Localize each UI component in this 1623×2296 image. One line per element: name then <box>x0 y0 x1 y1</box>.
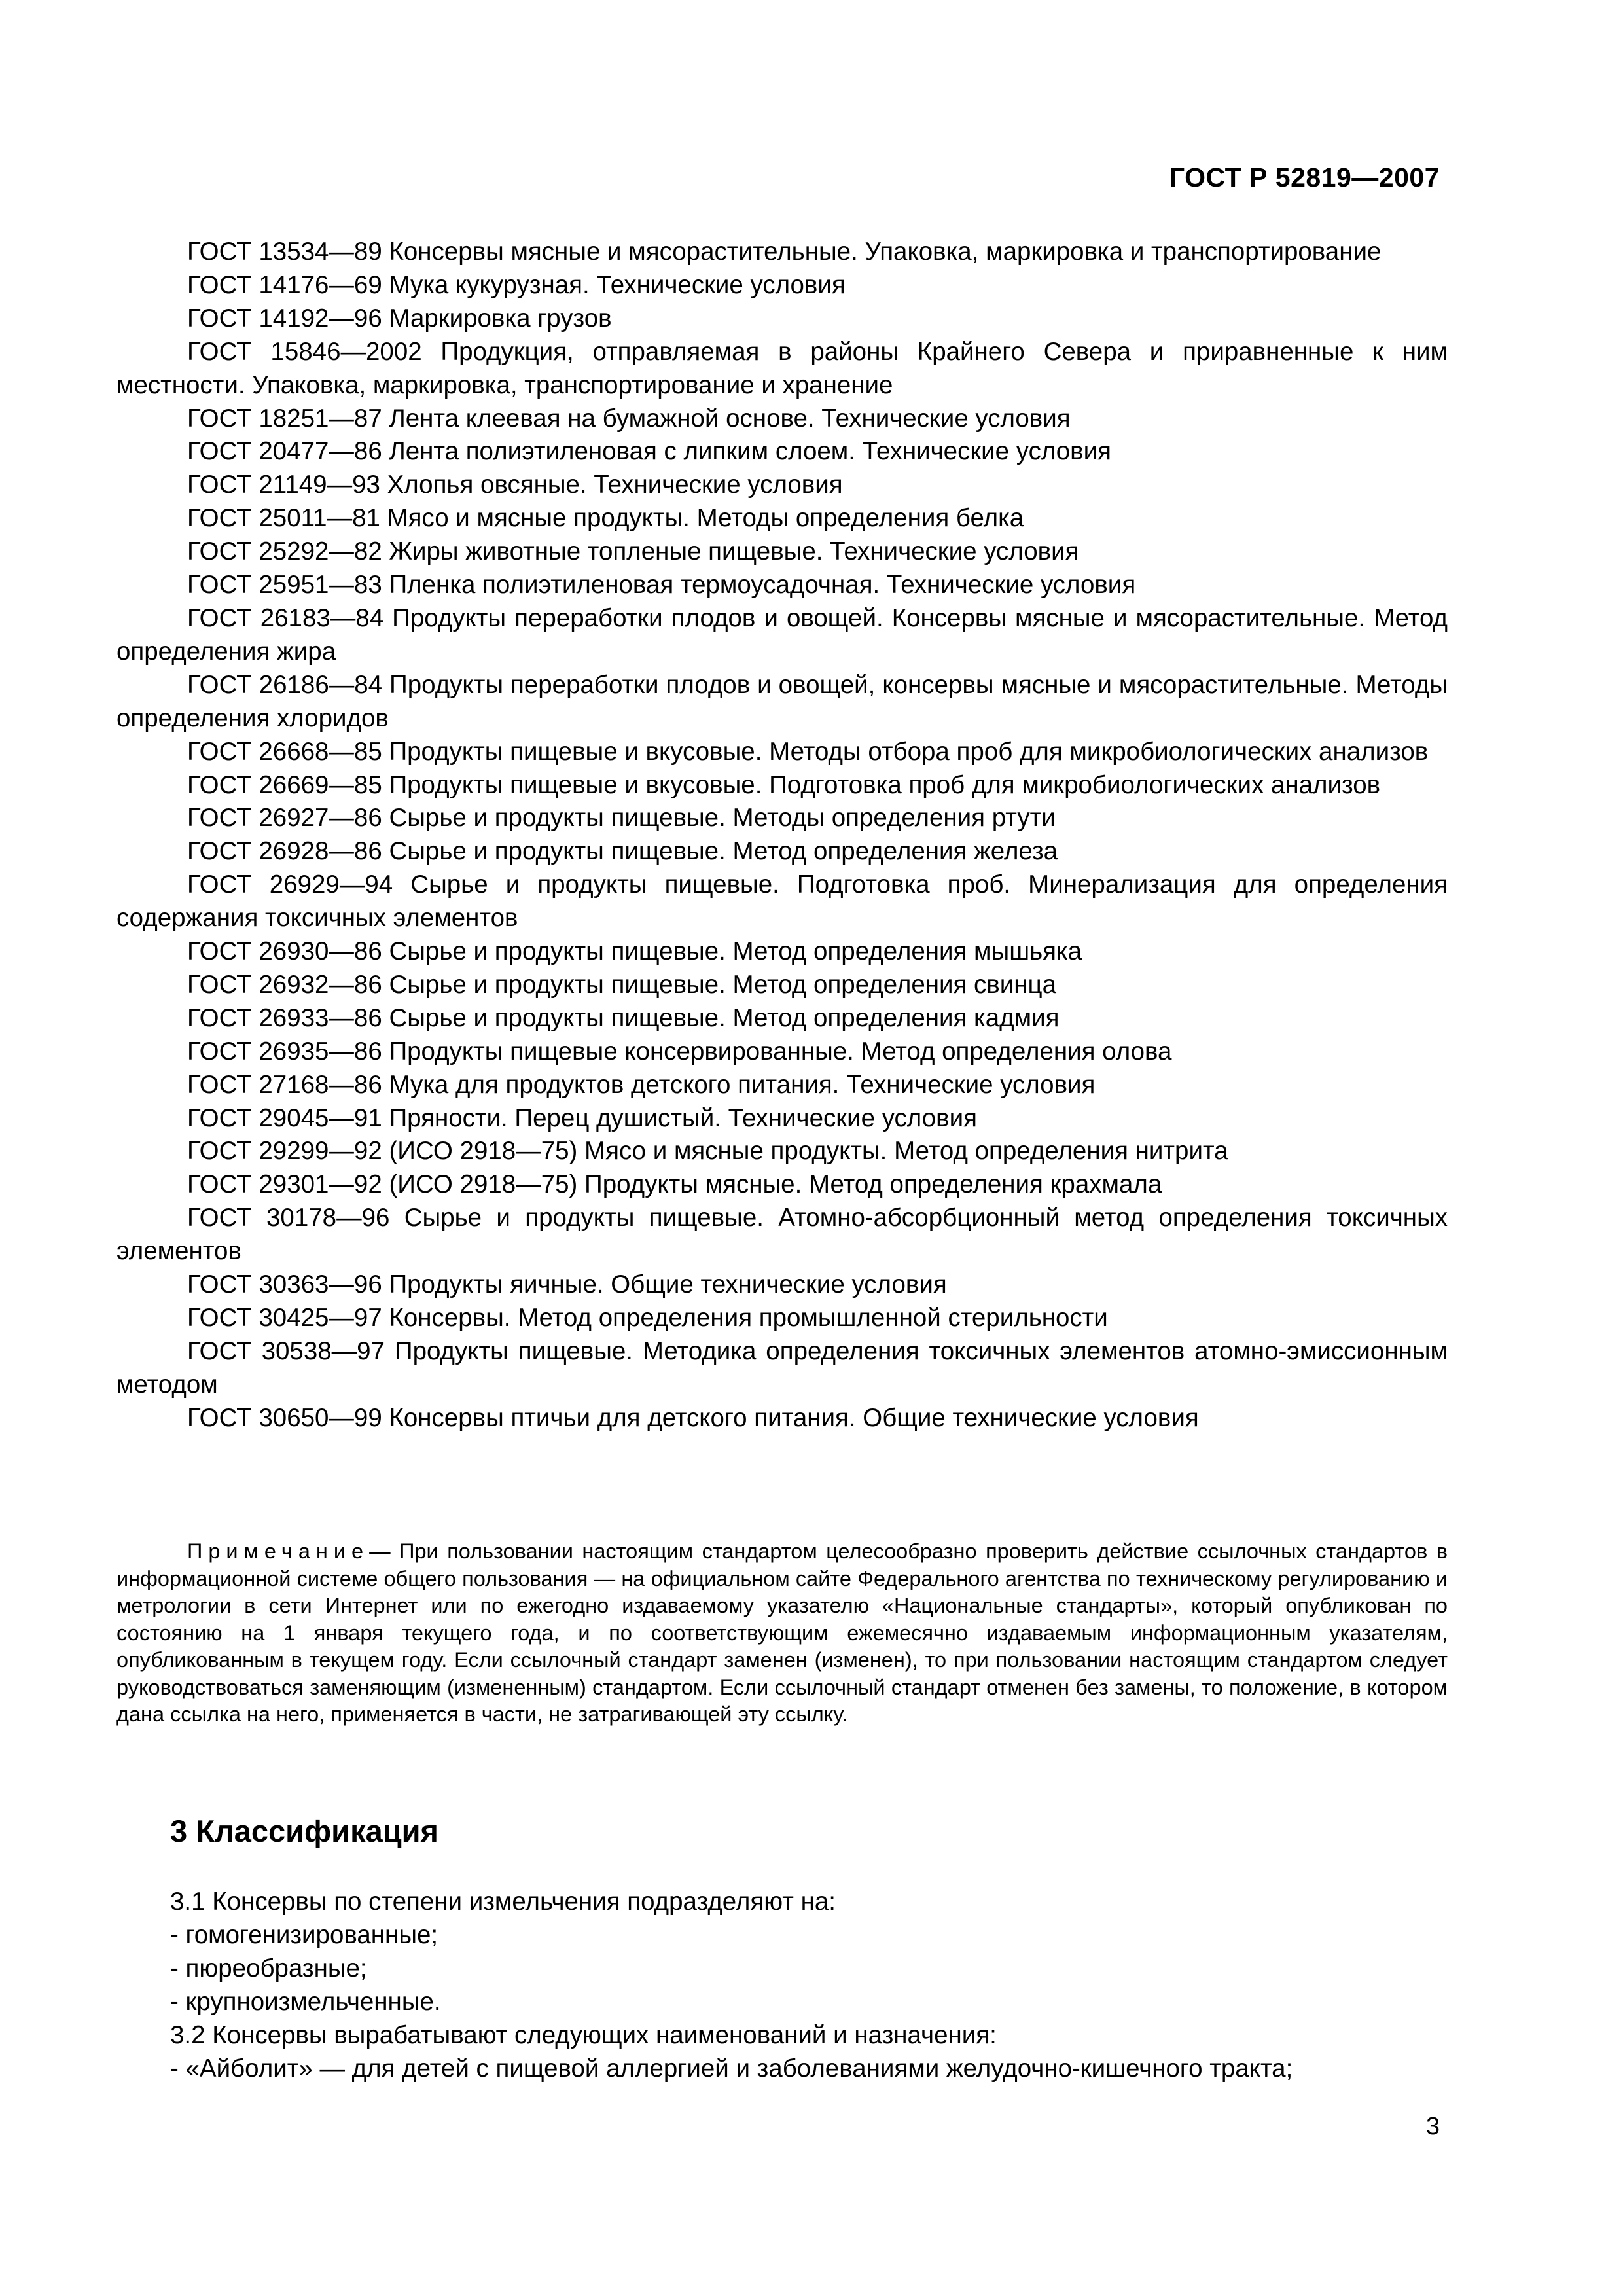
reference-item: ГОСТ 27168—86 Мука для продуктов детского питания. Технические условия <box>187 1070 1096 1099</box>
note-block <box>116 1538 1448 1729</box>
reference-item: ГОСТ 14176—69 Мука кукурузная. Технические условия <box>187 270 846 299</box>
reference-item: ГОСТ 26669—85 Продукты пищевые и вкусовые. Подготовка проб для микробиологических анализов <box>187 770 1381 799</box>
reference-item: ГОСТ 30178—96 Сырье и продукты пищевые. Атомно-абсорбционный метод определения токсичных элементов <box>116 1204 1448 1266</box>
reference-item: ГОСТ 29301—92 (ИСО 2918—75) Продукты мясные. Метод определения крахмала <box>187 1170 1162 1199</box>
reference-item: ГОСТ 30538—97 Продукты пищевые. Методика определения токсичных элементов атомно-эмиссионным методом <box>116 1336 1448 1399</box>
reference-item: ГОСТ 15846—2002 Продукция, отправляемая в районы Крайнего Севера и приравненные к ним местности. Упаковка, маркировка, транспортирование и хранение <box>116 337 1448 399</box>
reference-item: ГОСТ 29299—92 (ИСО 2918—75) Мясо и мясные продукты. Метод определения нитрита <box>187 1137 1228 1166</box>
page-number: 3 <box>1425 2113 1440 2140</box>
reference-item: ГОСТ 26933—86 Сырье и продукты пищевые. Метод определения кадмия <box>187 1003 1060 1032</box>
reference-item: ГОСТ 26932—86 Сырье и продукты пищевые. Метод определения свинца <box>187 970 1056 999</box>
classification-line: - «Айболит» — для детей с пищевой аллергией и заболеваниями желудочно-кишечного тракта; <box>170 2054 1293 2083</box>
reference-item: ГОСТ 14192—96 Маркировка грузов <box>187 304 612 332</box>
note-text: — При пользовании настоящим стандартом целесообразно проверить действие ссылочных стандартов в информационной системе общего пользования — на официальном сайте Федерального агентства по техническому регулированию и метрологии в сети Интернет или по ежегодно издаваемому указателю «Национальные стандарты», который опубликован по состоянию на 1 января текущего года, и по соответствующим ежемесячно издаваемым информационным указателям, опубликованным в текущем году. Если ссылочный стандарт заменен (изменен), то при пользовании настоящим стандартом следует руководствоваться заменяющим (измененным) стандартом. Если ссылочный стандарт отменен без замены, то положение, в котором дана ссылка на него, применяется в части, не затрагивающей эту ссылку. <box>116 1539 1448 1726</box>
reference-item: ГОСТ 25951—83 Пленка полиэтиленовая термоусадочная. Технические условия <box>187 571 1136 600</box>
reference-item: ГОСТ 30425—97 Консервы. Метод определения промышленной стерильности <box>187 1304 1108 1332</box>
reference-item: ГОСТ 26186—84 Продукты переработки плодов и овощей, консервы мясные и мясорастительные. Методы определения хлоридов <box>116 670 1448 732</box>
reference-item: ГОСТ 13534—89 Консервы мясные и мясорастительные. Упаковка, маркировка и транспортирование <box>187 238 1382 266</box>
reference-item: ГОСТ 21149—93 Хлопья овсяные. Технические условия <box>187 471 843 499</box>
reference-item: ГОСТ 26930—86 Сырье и продукты пищевые. Метод определения мышьяка <box>187 937 1082 966</box>
document-code-header: ГОСТ Р 52819—2007 <box>1169 162 1440 192</box>
reference-item: ГОСТ 30650—99 Консервы птичьи для детского питания. Общие технические условия <box>187 1403 1199 1432</box>
reference-item: ГОСТ 25011—81 Мясо и мясные продукты. Методы определения белка <box>187 504 1024 533</box>
classification-line: 3.1 Консервы по степени измельчения подразделяют на: <box>170 1888 836 1916</box>
classification-list <box>170 1885 1453 2085</box>
section-title: 3 Классификация <box>170 1814 438 1848</box>
reference-item: ГОСТ 26935—86 Продукты пищевые консервированные. Метод определения олова <box>187 1037 1172 1066</box>
reference-item: ГОСТ 30363—96 Продукты яичные. Общие технические условия <box>187 1270 947 1299</box>
reference-item: ГОСТ 26928—86 Сырье и продукты пищевые. Метод определения железа <box>187 837 1058 866</box>
reference-item: ГОСТ 26183—84 Продукты переработки плодов и овощей. Консервы мясные и мясорастительные. Метод определения жира <box>116 603 1448 666</box>
reference-item: ГОСТ 20477—86 Лента полиэтиленовая с липким слоем. Технические условия <box>187 437 1111 466</box>
reference-item: ГОСТ 18251—87 Лента клеевая на бумажной основе. Технические условия <box>187 404 1071 433</box>
classification-line: - крупноизмельченные. <box>170 1988 441 2016</box>
reference-item: ГОСТ 26929—94 Сырье и продукты пищевые. Подготовка проб. Минерализация для определения содержания токсичных элементов <box>116 870 1448 933</box>
normative-references-list <box>116 236 1448 1435</box>
classification-line: 3.2 Консервы вырабатывают следующих наименований и назначения: <box>170 2021 997 2049</box>
reference-item: ГОСТ 26668—85 Продукты пищевые и вкусовые. Методы отбора проб для микробиологических анализов <box>187 737 1429 766</box>
reference-item: ГОСТ 29045—91 Пряности. Перец душистый. Технические условия <box>187 1103 977 1132</box>
reference-item: ГОСТ 25292—82 Жиры животные топленые пищевые. Технические условия <box>187 537 1079 566</box>
note-label: Примечание <box>187 1539 370 1563</box>
note-paragraph <box>116 1538 1448 1729</box>
classification-line: - пюреобразные; <box>170 1954 367 1982</box>
classification-line: - гомогенизированные; <box>170 1921 438 1949</box>
reference-item: ГОСТ 26927—86 Сырье и продукты пищевые. Методы определения ртути <box>187 804 1056 833</box>
